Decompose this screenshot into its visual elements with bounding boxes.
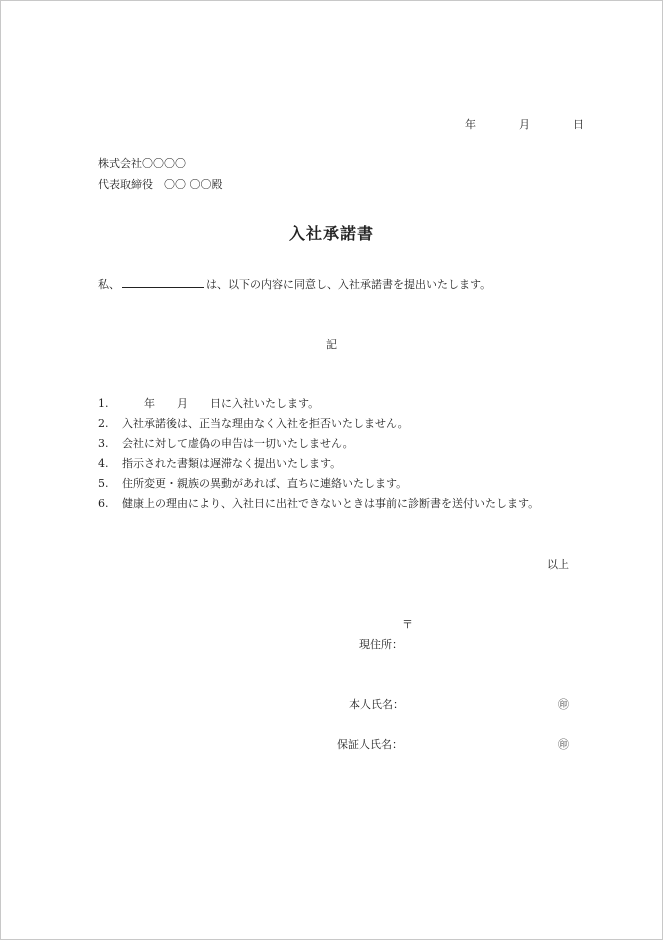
list-item-number: 3. <box>98 437 109 450</box>
list-item <box>98 417 539 437</box>
date-year: 年 <box>465 118 476 131</box>
list-item-number: 4. <box>98 457 109 470</box>
name-blank-line <box>122 276 204 288</box>
list-item-number: 6. <box>98 497 109 510</box>
list-item-number: 2. <box>98 417 109 430</box>
postal-mark: 〒 <box>402 618 413 631</box>
ki-heading: 記 <box>326 338 337 351</box>
list-item-text: 健康上の理由により、入社日に出社できないときは事前に診断書を送付いたします。 <box>122 497 540 510</box>
guarantor-label: 保証人氏名： <box>337 738 403 751</box>
intro-suffix: は、以下の内容に同意し、入社承諾書を提出いたします。 <box>206 278 492 291</box>
date-day: 日 <box>573 118 584 131</box>
list-item <box>98 457 539 477</box>
list-item-text: 年 月 日に入社いたします。 <box>122 397 320 410</box>
date-line <box>465 116 584 132</box>
intro-prefix: 私、 <box>98 278 120 291</box>
list-item <box>98 397 539 417</box>
recipient-company: 株式会社〇〇〇〇 <box>98 157 186 170</box>
address-label: 現住所： <box>359 638 403 651</box>
seal-icon: ㊞ <box>558 698 569 711</box>
list-item-text: 指示された書類は遅滞なく提出いたします。 <box>122 457 342 470</box>
list-item-text: 入社承諾後は、正当な理由なく入社を拒否いたしません。 <box>122 417 409 430</box>
intro-sentence <box>98 276 491 292</box>
guarantor-seal-icon: ㊞ <box>558 738 569 751</box>
list-item-number: 1. <box>98 397 109 410</box>
date-month: 月 <box>519 118 530 131</box>
name-label: 本人氏名： <box>349 698 404 711</box>
list-item <box>98 437 539 457</box>
list-item-number: 5. <box>98 477 109 490</box>
document-title: 入社承諾書 <box>288 224 374 243</box>
terms-list <box>98 397 539 517</box>
list-item-text: 会社に対して虚偽の申告は一切いたしません。 <box>122 437 354 450</box>
closing-mark: 以上 <box>547 558 569 571</box>
list-item <box>98 477 539 497</box>
list-item-text: 住所変更・親族の異動があれば、直ちに連絡いたします。 <box>122 477 408 490</box>
list-item <box>98 497 539 517</box>
recipient-representative: 代表取締役 〇〇 〇〇殿 <box>98 178 223 191</box>
